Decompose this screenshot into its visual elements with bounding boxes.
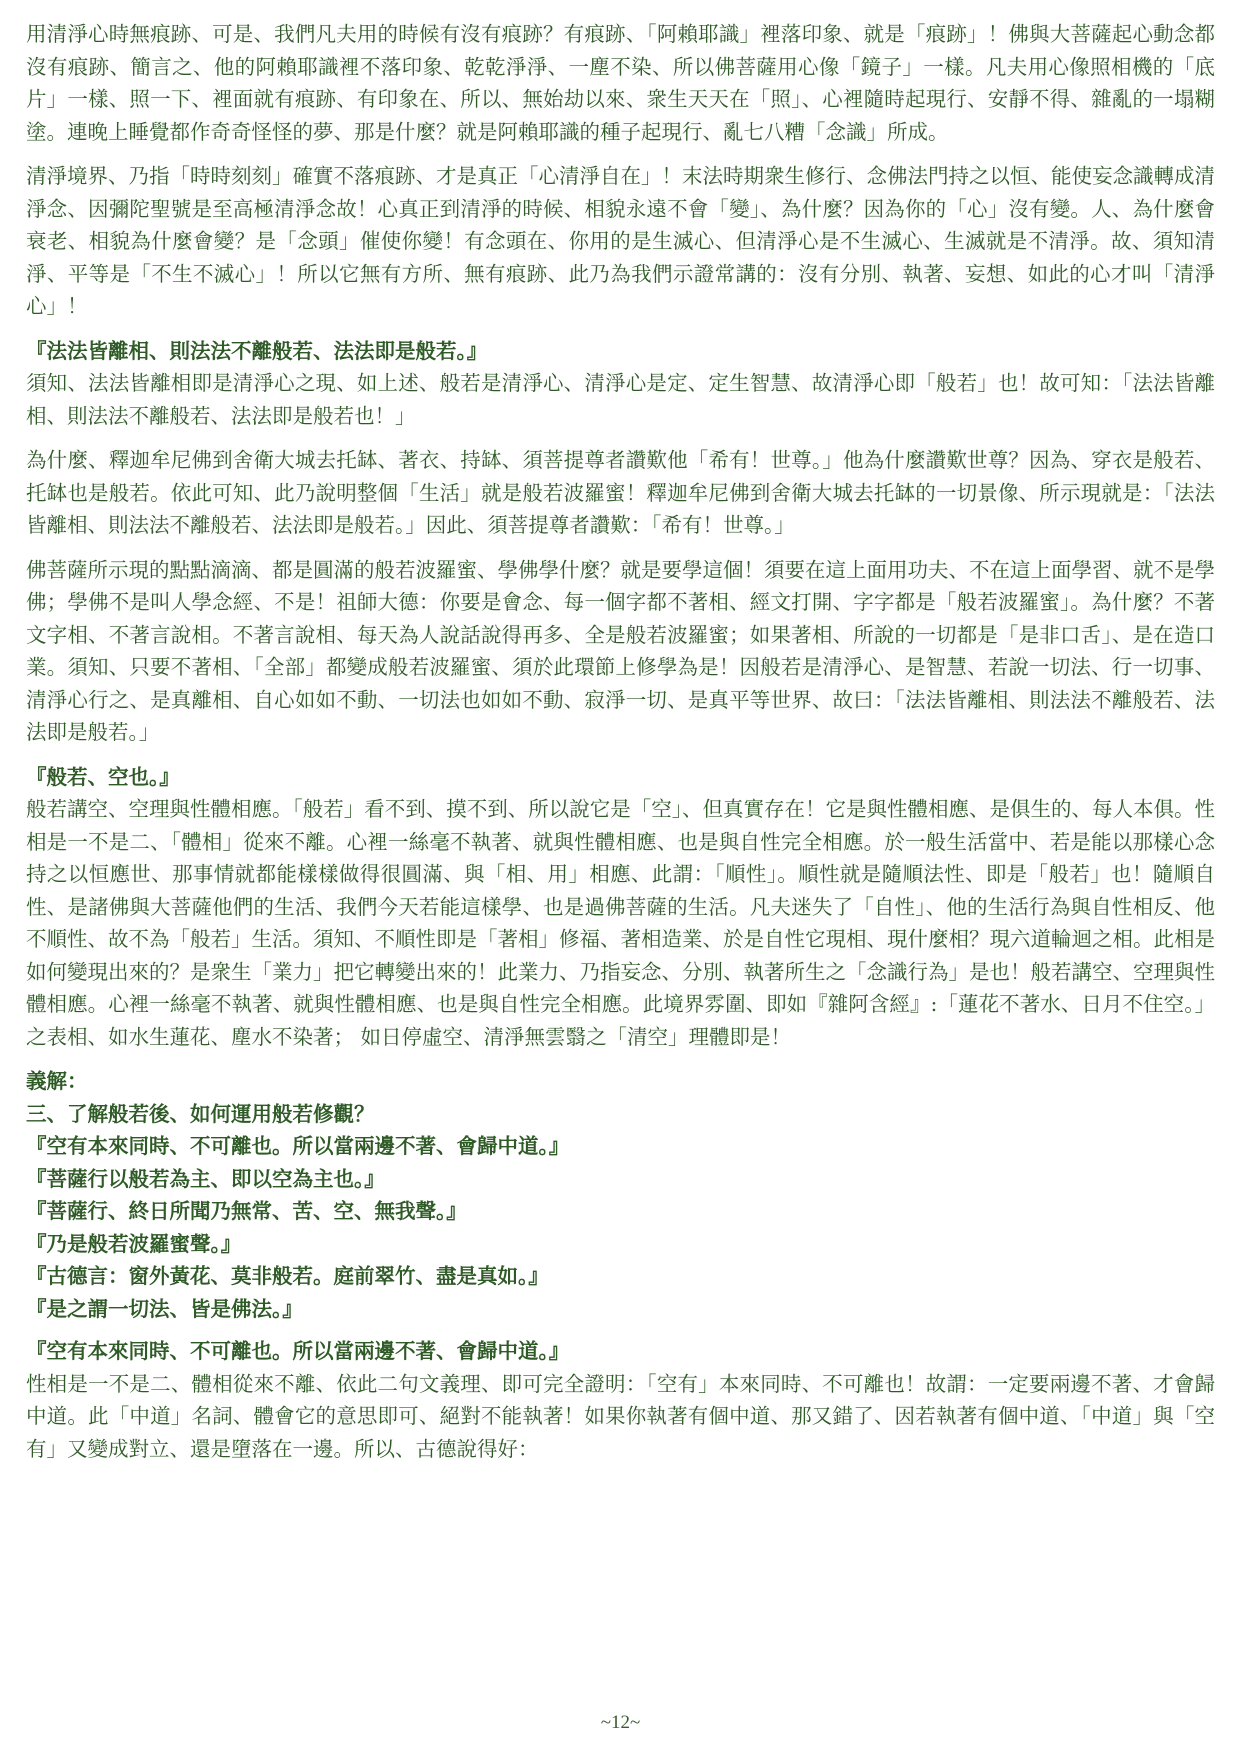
paragraph-alms-round: 為什麼、釋迦牟尼佛到舍衛大城去托缽、著衣、持缽、須菩提尊者讚歎他「希有！世尊。」他為什麼讚歎世尊？因為、穿衣是般若、托缽也是般若。依此可知、此乃說明整個「生活」就是般若波羅蜜！釋迦牟尼佛到舍衛大城去托缽的一切景像、所示現就是：「法法皆離相、則法法不離般若、法法即是般若。」因此、須菩提尊者讚歎：「希有！世尊。」 [26,448,1215,537]
outline-item: 『菩薩行以般若為主、即以空為主也。』 [26,1166,385,1191]
heading-emptiness-existence: 『空有本來同時、不可離也。所以當兩邊不著、會歸中道。』 [26,1339,570,1363]
paragraph-mirror-vs-film: 用清淨心時無痕跡、可是、我們凡夫用的時候有沒有痕跡？有痕跡、「阿賴耶識」裡落印象、就是「痕跡」！佛與大菩薩起心動念都沒有痕跡、簡言之、他的阿賴耶識裡不落印象、乾乾淨淨、一塵不染、所以佛菩薩用心像「鏡子」一樣。凡夫用心像照相機的「底片」一樣、照一下、裡面就有痕跡、有印象在、所以、無始劫以來、衆生天天在「照」、心裡隨時起現行、安靜不得、雜亂的一塌糊塗。連晚上睡覺都作奇奇怪怪的夢、那是什麼？就是阿賴耶識的種子起現行、亂七八糟「念識」所成。 [26,22,1215,144]
paragraph-pure-mind-is-prajna: 須知、法法皆離相即是清淨心之現、如上述、般若是清淨心、清淨心是定、定生智慧、故清淨心即「般若」也！故可知：「法法皆離相、則法法不離般若、法法即是般若也！」 [26,371,1215,428]
outline-item: 『空有本來同時、不可離也。所以當兩邊不著、會歸中道。』 [26,1134,570,1158]
paragraph-middle-way: 性相是一不是二、體相從來不離、依此二句文義理、即可完全證明：「空有」本來同時、不可離也！故謂：一定要兩邊不著、才會歸中道。此「中道」名詞、體會它的意思即可、絕對不能執著！如果你執著有個中道、那又錯了、因若執著有個中道、「中道」與「空有」又變成對立、還是墮落在一邊。所以、古德說得好： [26,1371,1215,1461]
page-number: ~12~ [600,1712,641,1733]
outline-item: 三、了解般若後、如何運用般若修觀？ [26,1101,375,1126]
heading-meaning-explained: 義解： [26,1069,88,1093]
paragraph-emptiness-and-nature: 般若講空、空理與性體相應。「般若」看不到、摸不到、所以說它是「空」、但真實存在！它是與性體相應、是俱生的、每人本俱。性相是一不是二、「體相」從來不離。心裡一絲毫不執著、就與性體相應、也是與自性完全相應。於一般生活當中、若是能以那樣心念持之以恒應世、那事情就都能樣樣做得很圓滿、與「相、用」相應、此謂：「順性」。順性就是隨順法性、即是「般若」也！隨順自性、是諸佛與大菩薩他們的生活、我們今天若能這樣學、也是過佛菩薩的生活。凡夫迷失了「自性」、他的生活行為與自性相反、他不順性、故不為「般若」生活。須知、不順性即是「著相」修福、著相造業、於是自性它現相、現什麼相？現六道輪迴之相。此相是如何變現出來的？是衆生「業力」把它轉變出來的！此業力、乃指妄念、分別、執著所生之「念識行為」是也！般若講空、空理與性體相應。心裡一絲毫不執著、就與性體相應、也是與自性完全相應。此境界雰圍、即如『雜阿含經』:「蓮花不著水、日月不住空。」之表相、如水生蓮花、塵水不染著； 如日停虛空、清淨無雲翳之「清空」理體即是！ [26,797,1215,1049]
outline-item: 『菩薩行、終日所聞乃無常、苦、空、無我聲。』 [26,1199,467,1223]
outline-item: 『古德言：窗外黃花、莫非般若。庭前翠竹、盡是真如。』 [26,1264,549,1288]
outline-item: 『是之謂一切法、皆是佛法。』 [26,1296,303,1321]
paragraph-pure-realm: 清淨境界、乃指「時時刻刻」確實不落痕跡、才是真正「心清淨自在」！末法時期衆生修行、念佛法門持之以恒、能使妄念識轉成清淨念、因彌陀聖號是至高極清淨念故！心真正到清淨的時候、相貌永遠不會「變」、為什麼？因為你的「心」沒有變。人、為什麼會衰老、相貌為什麼會變？是「念頭」催使你變！有念頭在、你用的是生滅心、但清淨心是不生滅心、生滅就是不清淨。故、須知清淨、平等是「不生不滅心」！所以它無有方所、無有痕跡、此乃為我們示證常講的：沒有分別、執著、妄想、如此的心才叫「清淨心」！ [26,164,1215,318]
heading-dharma-apart-from-form: 『法法皆離相、則法法不離般若、法法即是般若。』 [26,338,488,363]
outline-item: 『乃是般若波羅蜜聲。』 [26,1231,242,1256]
paragraph-buddha-manifestation: 佛菩薩所示現的點點滴滴、都是圓滿的般若波羅蜜、學佛學什麼？就是要學這個！須要在這上面用功夫、不在這上面學習、就不是學佛；學佛不是叫人學念經、不是！祖師大德：你要是會念、每一個字都不著相、經文打開、字字都是「般若波羅蜜」。為什麼？不著文字相、不著言說相。不著言說相、每天為人說話說得再多、全是般若波羅蜜；如果著相、所說的一切都是「是非口舌」、是在造口業。須知、只要不著相、「全部」都變成般若波羅蜜、須於此環節上修學為是！因般若是清淨心、是智慧、若說一切法、行一切事、清淨心行之、是真離相、自心如如不動、一切法也如如不動、寂淨一切、是真平等世界、故曰：「法法皆離相、則法法不離般若、法法即是般若。」 [26,557,1215,744]
heading-prajna-is-emptiness: 『般若、空也。』 [26,764,180,789]
outline-list [26,1098,1215,1326]
